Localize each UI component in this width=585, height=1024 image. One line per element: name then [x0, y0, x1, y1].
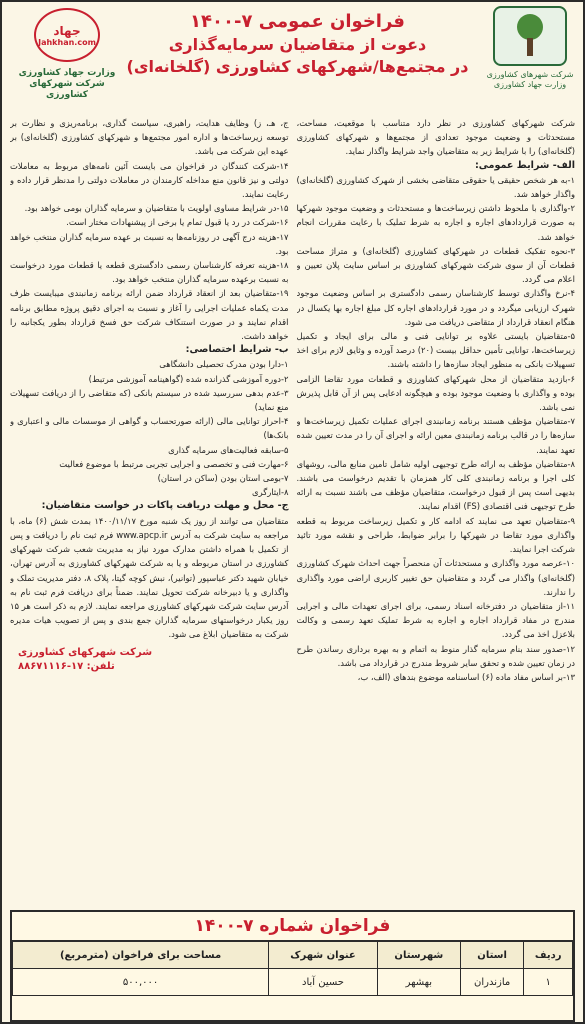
- table-header-cell: استان: [460, 942, 524, 969]
- table-body: [13, 969, 573, 996]
- ministry-caption: وزارت جهاد کشاورزی شرکت شهرکهای کشاورزی: [18, 68, 116, 100]
- paragraph: ۳-نحوه تفکیک قطعات در شهرکهای کشاورزی (گلخانه‌ای) و متراژ مساحت قطعات آن از سوی شرکت شهرکهای کشاورزی بر اساس سایت پلان تعیین و اعلام می گردد.: [296, 245, 575, 285]
- paragraph: ۲-واگذاری با ملحوظ داشتن زیرساخت‌ها و مستحدثات و وضعیت موجود شهرکها به صورت قراردادهای اجاره و اجاره به شرط تملیک با رعایت مقررات انجام خواهد شد.: [296, 203, 575, 242]
- seal-subtext: Jahkhan.com: [38, 37, 96, 47]
- table-header-cell: مساحت برای فراخوان (مترمربع): [13, 942, 269, 969]
- announcement-header: [122, 10, 473, 78]
- signature-block: [10, 646, 289, 674]
- signature-company: شرکت شهرکهای کشاورزی: [18, 646, 153, 658]
- company-logo-caption: شرکت شهرهای کشاورزی وزارت جهاد کشاورزی: [486, 70, 574, 89]
- paragraph: ۱۷-هزینه درج آگهی در روزنامه‌ها به نسبت بر عهده سرمایه گذاران منتخب خواهد بود.: [10, 231, 289, 256]
- paragraph: ۵-متقاضیان بایستی علاوه بر توانایی فنی و مالی برای ایجاد و تکمیل زیرساخت‌ها، توانایی تأمین حداقل بیست (۲۰) درصد آورده و وثایق لازم برای اخذ تسهیلات بانکی به منظور ایجاد سازه‌ها را داشته باشند.: [296, 331, 575, 370]
- paragraph: ۱۹-متقاضیان بعد از انعقاد قرارداد ضمن ارائه برنامه زمانبندی میبایست ظرف مدت یکماه عملیات اجرایی را آغاز و نسبت به اجرای دقیق پروژه مطابق برنامه اقدام نمایند و در صورت استنکاف شرکت حق فسخ قرارداد بطور یکجانبه را خواهد داشت.: [10, 288, 289, 342]
- paragraph: ۱۱-از متقاضیان در دفترخانه اسناد رسمی، برای اجرای تعهدات مالی و اجرایی مندرج در مفاد قرارداد اجاره و اجاره به شرط تملیک تعهد رسمی و وکالت بلاعزل اخذ می گردد.: [296, 600, 575, 640]
- paragraph: ۷-متقاضیان مؤظف هستند برنامه زمانبندی اجرای عملیات تکمیل زیرساخت‌ها و سازه‌ها را در قالب برنامه زمانبندی معین ارائه و اجرای آن را در مدت تعیین شده تعهد نمایند.: [296, 416, 575, 455]
- paragraph: ۵-سابقه فعالیت‌های سرمایه گذاری: [168, 444, 289, 455]
- table-header-cell: عنوان شهرک: [269, 942, 378, 969]
- paragraph: ۶-بازدید متقاضیان از محل شهرکهای کشاورزی و قطعات مورد تقاضا الزامی بوده و واگذاری با وضعیت موجود بوده و هیچگونه ادعایی پس از آن قابل پذیرش نمی باشد.: [296, 373, 575, 413]
- signature-phone: تلفن: ۱۷-۸۸۶۷۱۱۱۶: [18, 660, 115, 672]
- call-table: [12, 941, 573, 996]
- paragraph: ۱۶-شرکت در رد یا قبول تمام یا برخی از پیشنهادات مختار است.: [66, 217, 289, 228]
- right-column: [297, 116, 576, 906]
- paragraph: ۳-عدم بدهی سررسید شده در سیستم بانکی (که متقاضی را از دریافت تسهیلات منع نماید): [10, 387, 289, 413]
- table-cell: مازندران: [460, 969, 524, 996]
- table-header-cell: شهرستان: [377, 942, 460, 969]
- table-cell: ۱: [524, 969, 573, 996]
- paragraph: ۱-دارا بودن مدرک تحصیلی دانشگاهی: [159, 359, 289, 370]
- table-cell: حسین آباد: [269, 969, 378, 996]
- jahad-seal-icon: [34, 8, 100, 62]
- paragraph: ۱۴-شرکت کنندگان در فراخوان می بایست آئین نامه‌های مربوط به معاملات دولتی و نیز قانون منع مداخله کارمندان در معاملات دولتی را مدنظر قرار داده و رعایت نمایند.: [10, 160, 289, 200]
- paragraph: شرکت شهرکهای کشاورزی در نظر دارد متناسب با موقعیت، مساحت، مستحدثات و وضعیت موجود تعدادی از مجتمع‌ها و شهرکهای کشاورزی (گلخانه‌ای) را با شرایط زیر به متقاضیان واجد شرایط واگذار نماید.: [296, 118, 575, 157]
- paragraph: ۴-نرخ واگذاری توسط کارشناسان رسمی دادگستری بر اساس وضعیت موجود شهرک ارزیابی میگردد و در مورد قراردادهای اجاره کل مبلغ اجاره بها یکسال در هنگام انعقاد قرارداد از متقاضی دریافت می شود.: [296, 288, 575, 327]
- paragraph: ج، هـ، ز) وظایف هدایت، راهبری، سیاست گذاری، برنامه‌ریزی و نظارت بر توسعه زیرساخت‌ها و اداره امور مجتمع‌ها و شهرکهای کشاورزی (گلخانه‌ای) بر عهده این شرکت می باشد.: [10, 118, 289, 157]
- paragraph: ۸-متقاضیان مؤظف به ارائه طرح توجیهی اولیه شامل تامین منابع مالی، روشهای کلی اجرا و برنامه زمانبندی کلی کار همزمان با تقدیم درخواست می باشند. بدیهی است پس از قبول درخواست، متقاضیان مؤظف می باشند نسبت به ارائه طرح توجیهی فنی اقتصادی (FS) اقدام نمایند.: [296, 458, 575, 512]
- table-cell: بهشهر: [377, 969, 460, 996]
- call-table-title: فراخوان شماره ۷-۱۴۰۰: [12, 912, 573, 941]
- section-heading: ب- شرایط اختصاصی:: [185, 344, 289, 356]
- paragraph: متقاضیان می توانند از روز یک شنبه مورخ ۱۴۰۰/۱۱/۱۷ بمدت شش (۶) ماه، با مراجعه به سایت شرکت به آدرس www.apcp.ir فرم ثبت نام را دریافت و پس از تکمیل با همراه داشتن مدارک مورد نیاز به مدیریت شعب شرکت شهرکهای کشاورزی در استان مربوطه و یا به شرکت شهرکهای کشاورزی به آدرس تهران، خیابان شهید دکتر عباسپور (توانیر)، نبش کوچه گیتا، پلاک ۸، دفتر مدیریت تملک و واگذاری و یا دبیرخانه شرکت تحویل نمایند. ضمناً برای دریافت فرم ثبت نام به آدرس سایت شرکت شهرکهای کشاورزی مراجعه نمایند. لازم به ذکر است هر ۱۵ روز یکبار درخواستهای سرمایه گذاران جمع بندی و پس از تصویب هیات مدیره شرکت به متقاضیان ابلاغ می شود.: [10, 515, 289, 640]
- paragraph: ۱-به هر شخص حقیقی یا حقوقی متقاضی بخشی از شهرک کشاورزی (گلخانه‌ای) واگذار خواهد شد.: [296, 174, 575, 200]
- table-header-cell: ردیف: [524, 942, 573, 969]
- paragraph: ۱۸-هزینه تعرفه کارشناسان رسمی دادگستری قطعه یا قطعات مورد درخواست به نسبت برعهده سرمایه گذاران منتخب خواهد بود.: [10, 260, 289, 285]
- seal-text: جهاد: [53, 23, 81, 38]
- paragraph: ۱۳-بر اساس مفاد ماده (۶) اساسنامه موضوع بندهای (الف، ب،: [357, 671, 575, 682]
- body-columns: [10, 116, 575, 906]
- paragraph: ۱۵-در شرایط مساوی اولویت با متقاضیان و سرمایه گذاران بومی خواهد بود.: [24, 203, 289, 214]
- section-heading: الف- شرایط عمومی:: [474, 159, 575, 171]
- paragraph: ۷-بومی استان بودن (ساکن در استان): [157, 473, 289, 484]
- paragraph: ۴-احراز توانایی مالی (ارائه صورتحساب و گواهی از موسسات مالی و اعتباری و بانک‌ها): [10, 416, 289, 441]
- table-header-row: [13, 942, 573, 969]
- paragraph: ۲-دوره آموزشی گذرانده شده (گواهینامه آموزشی مرتبط): [88, 373, 289, 384]
- announcement-subtitle: دعوت از متقاضیان سرمایه‌گذاری: [168, 35, 427, 54]
- paragraph: ۶-مهارت فنی و تخصصی و اجرایی تجربی مرتبط با موضوع فعالیت: [59, 458, 289, 469]
- paragraph: ۸-ایثارگری: [252, 487, 289, 498]
- section-heading: ج- محل و مهلت دریافت پاکات در خواست متقاضیان:: [41, 500, 289, 512]
- paragraph: ۱۰-عرصه مورد واگذاری و مستحدثات آن منحصراً جهت احداث شهرک کشاورزی (گلخانه‌ای) واگذار می گردد و متقاضیان حق تغییر کاربری اراضی مورد واگذاری را ندارند.: [296, 558, 575, 597]
- company-logo: [485, 6, 575, 106]
- announcement-subtitle-2: در مجتمع‌ها/شهرکهای کشاورزی (گلخانه‌ای): [126, 57, 469, 76]
- paragraph: ۹-متقاضیان تعهد می نمایند که ادامه کار و تکمیل زیرساخت مربوط به قطعه واگذاری مورد تقاضا در شهرکها را برابر ضوابط، طراحی و نقشه مورد تائید شرکت اجرا نمایند.: [296, 515, 575, 555]
- ministry-logo: [12, 8, 122, 108]
- table-row: [13, 969, 573, 996]
- announcement-title: فراخوان عمومی ۷-۱۴۰۰: [190, 11, 405, 32]
- left-column: [10, 116, 289, 906]
- call-table-box: [10, 910, 575, 1022]
- tree-logo-icon: [493, 6, 567, 66]
- table-cell: ۵۰۰,۰۰۰: [13, 969, 269, 996]
- paragraph: ۱۲-صدور سند بنام سرمایه گذار منوط به اتمام و به بهره برداری رساندن طرح در زمان تعیین شده و تحقق سایر شروط مندرج در قرارداد می باشد.: [296, 643, 575, 668]
